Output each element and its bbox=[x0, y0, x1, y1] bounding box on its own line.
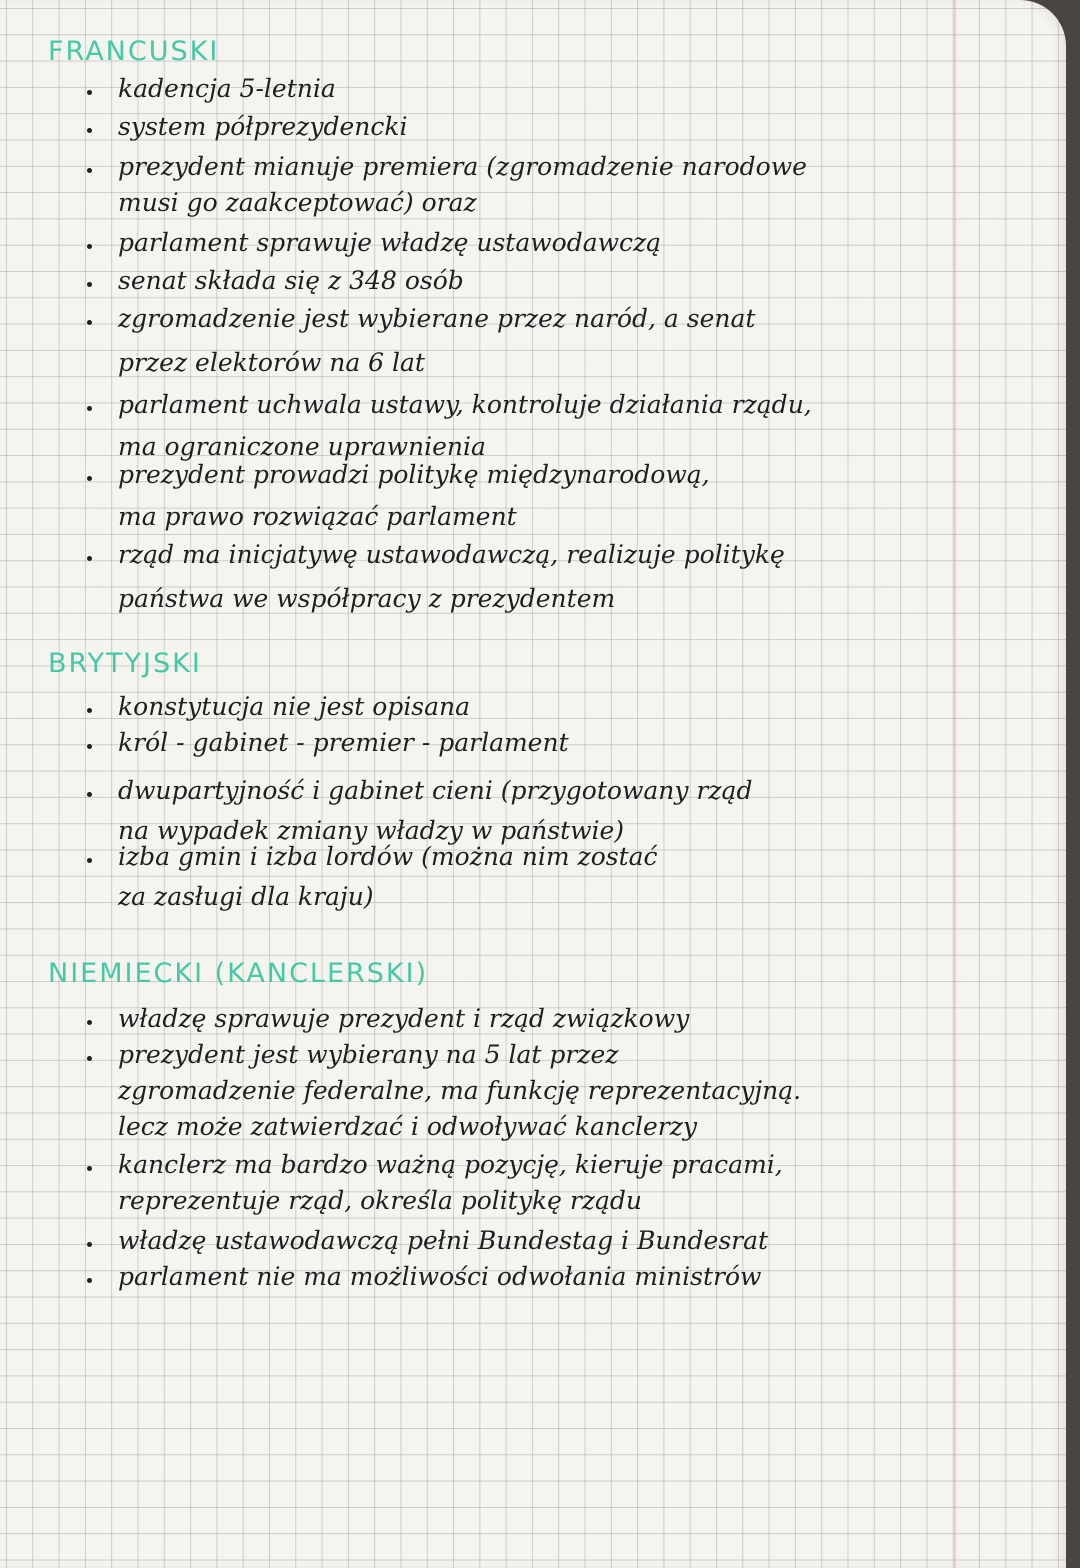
bullet-dot bbox=[87, 90, 92, 95]
bullet-text-line: przez elektorów na 6 lat bbox=[118, 348, 425, 377]
bullet-text-line: lecz może zatwierdzać i odwoływać kanclerzy bbox=[118, 1112, 697, 1141]
bullet-text-line: system półprezydencki bbox=[118, 112, 408, 141]
bullet-dot bbox=[87, 128, 92, 133]
section-heading: BRYTYJSKI bbox=[48, 648, 202, 679]
bullet-dot bbox=[87, 1242, 92, 1247]
bullet-text-line: parlament sprawuje władzę ustawodawczą bbox=[118, 228, 662, 257]
section-heading: FRANCUSKI bbox=[48, 36, 220, 67]
bullet-text-line: dwupartyjność i gabinet cieni (przygotowany rząd bbox=[118, 776, 753, 805]
bullet-text-line: król - gabinet - premier - parlament bbox=[118, 728, 569, 757]
bullet-dot bbox=[87, 1278, 92, 1283]
bullet-dot bbox=[87, 406, 92, 411]
bullet-dot bbox=[87, 476, 92, 481]
bullet-text-line: na wypadek zmiany władzy w państwie) bbox=[118, 816, 625, 845]
section-heading: NIEMIECKI (KANCLERSKI) bbox=[48, 958, 429, 989]
bullet-dot bbox=[87, 320, 92, 325]
margin-line bbox=[954, 0, 956, 1568]
bullet-dot bbox=[87, 244, 92, 249]
bullet-dot bbox=[87, 744, 92, 749]
bullet-dot bbox=[87, 1020, 92, 1025]
bullet-text-line: musi go zaakceptować) oraz bbox=[118, 188, 477, 217]
bullet-text-line: państwa we współpracy z prezydentem bbox=[118, 584, 616, 613]
bullet-dot bbox=[87, 282, 92, 287]
bullet-text-line: ma ograniczone uprawnienia bbox=[118, 432, 486, 461]
bullet-text-line: ma prawo rozwiązać parlament bbox=[118, 502, 517, 531]
bullet-text-line: rząd ma inicjatywę ustawodawczą, realizuje politykę bbox=[118, 540, 785, 569]
bullet-text-line: prezydent mianuje premiera (zgromadzenie narodowe bbox=[118, 152, 807, 181]
bullet-text-line: za zasługi dla kraju) bbox=[118, 882, 374, 911]
bullet-text-line: władzę sprawuje prezydent i rząd związkowy bbox=[118, 1004, 690, 1033]
bullet-dot bbox=[87, 1056, 92, 1061]
bullet-text-line: parlament nie ma możliwości odwołania ministrów bbox=[118, 1262, 762, 1291]
bullet-dot bbox=[87, 792, 92, 797]
bullet-dot bbox=[87, 708, 92, 713]
bullet-dot bbox=[87, 168, 92, 173]
bullet-text-line: kadencja 5-letnia bbox=[118, 74, 336, 103]
bullet-text-line: senat składa się z 348 osób bbox=[118, 266, 464, 295]
bullet-text-line: zgromadzenie jest wybierane przez naród, a senat bbox=[118, 304, 756, 333]
bullet-dot bbox=[87, 1166, 92, 1171]
bullet-text-line: władzę ustawodawczą pełni Bundestag i Bundesrat bbox=[118, 1226, 769, 1255]
bullet-text-line: konstytucja nie jest opisana bbox=[118, 692, 471, 721]
bullet-text-line: prezydent prowadzi politykę międzynarodową, bbox=[118, 460, 710, 489]
bullet-text-line: reprezentuje rząd, określa politykę rządu bbox=[118, 1186, 642, 1215]
bullet-text-line: izba gmin i izba lordów (można nim zostać bbox=[118, 842, 658, 871]
bullet-dot bbox=[87, 858, 92, 863]
bullet-dot bbox=[87, 556, 92, 561]
bullet-text-line: kanclerz ma bardzo ważną pozycję, kieruje pracami, bbox=[118, 1150, 783, 1179]
bullet-text-line: zgromadzenie federalne, ma funkcję reprezentacyjną. bbox=[118, 1076, 802, 1105]
bullet-text-line: parlament uchwala ustawy, kontroluje działania rządu, bbox=[118, 390, 812, 419]
bullet-text-line: prezydent jest wybierany na 5 lat przez bbox=[118, 1040, 619, 1069]
